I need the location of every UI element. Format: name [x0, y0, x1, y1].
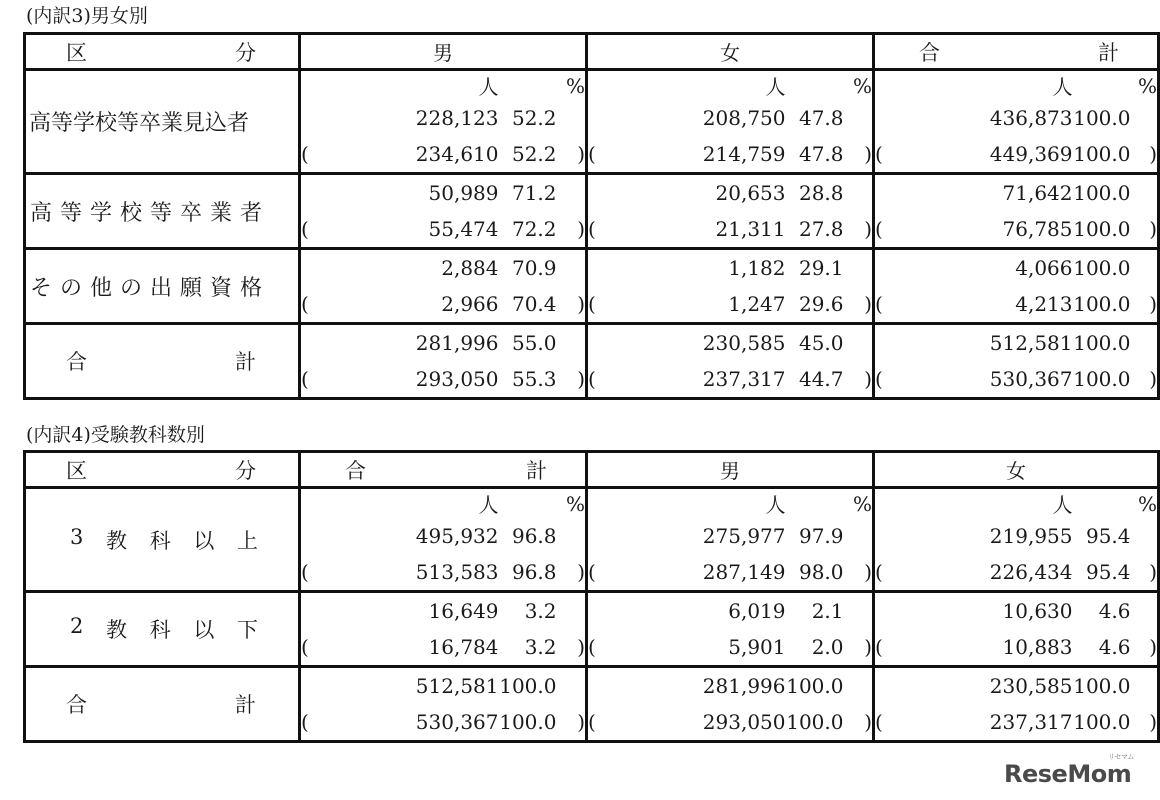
- table-by-subject-count: [23, 450, 1160, 743]
- header-group-label-char: 合: [919, 40, 940, 65]
- percent-cell: 28.8: [786, 174, 844, 212]
- table1-caption: (内訳3)男女別: [26, 5, 148, 27]
- data-row-current: [25, 667, 1159, 705]
- row-label-char: 科: [149, 618, 171, 642]
- paren-close: ): [557, 361, 587, 399]
- percent-cell: 97.9: [798, 524, 844, 548]
- prev-count-cell: 237,317: [989, 704, 1073, 742]
- header-row: [25, 452, 1159, 488]
- spacer-cell: [587, 592, 702, 630]
- paren-open: (: [587, 554, 702, 592]
- table-by-gender: [23, 32, 1160, 400]
- row-label-char: 以: [193, 618, 215, 642]
- count-cell: 71,642: [989, 174, 1073, 212]
- prev-count-cell: 293,050: [702, 704, 786, 742]
- unit-person: 人: [874, 488, 1073, 519]
- row-label: 高等学校等卒業者: [30, 200, 271, 226]
- prev-count-cell: 16,784: [428, 635, 499, 659]
- header-group-label: 男: [433, 41, 453, 65]
- paren-open: (: [300, 211, 415, 249]
- row-label: 高等学校等卒業見込者: [29, 111, 250, 136]
- spacer-cell: [874, 100, 989, 136]
- paren-close: ): [844, 136, 874, 174]
- paren-open: (: [300, 704, 415, 742]
- data-row-current: [25, 592, 1159, 630]
- row-label-char: 上: [237, 528, 258, 553]
- header-group-label: 女: [1006, 459, 1026, 483]
- row-label: [26, 614, 298, 644]
- prev-count-cell: 237,317: [702, 361, 786, 399]
- percent-cell: 100.0: [1073, 249, 1131, 287]
- count-cell: 281,996: [415, 324, 499, 362]
- row-label-cell: [25, 592, 300, 667]
- count-cell: 512,581: [989, 324, 1073, 362]
- prev-percent-cell: 100.0: [1073, 704, 1131, 742]
- prev-count-cell: 513,583: [415, 560, 499, 584]
- row-label-char: 計: [235, 693, 256, 717]
- row-label-cell: [25, 667, 300, 742]
- paren-close: ): [844, 554, 874, 592]
- spacer-cell: [874, 174, 989, 212]
- spacer-cell: [844, 518, 874, 554]
- paren-close: ): [844, 211, 874, 249]
- spacer-cell: [1131, 667, 1159, 705]
- paren-open: (: [300, 361, 415, 399]
- prev-percent-cell: 100.0: [499, 704, 557, 742]
- spacer-cell: [1131, 324, 1159, 362]
- unit-person: 人: [874, 70, 1073, 101]
- prev-percent-cell: 70.4: [511, 292, 557, 316]
- spacer-cell: [587, 100, 702, 136]
- header-category: [25, 34, 300, 70]
- header-category: [25, 452, 300, 488]
- percent-cell: 4.6: [1073, 592, 1131, 630]
- row-label: その他の出願資格: [30, 275, 271, 301]
- count-cell: 219,955: [989, 524, 1073, 548]
- row-label: [26, 689, 298, 719]
- header-category-label-char: 分: [235, 458, 256, 483]
- spacer-cell: [557, 249, 587, 287]
- spacer-cell: [300, 592, 415, 630]
- spacer-cell: [874, 249, 989, 287]
- header-category-label-char: 区: [66, 40, 87, 65]
- prev-percent-cell: 100.0: [1073, 361, 1131, 399]
- prev-percent-cell: 72.2: [511, 217, 557, 241]
- resemom-logo: [1004, 753, 1136, 794]
- row-label-cell: [25, 324, 300, 399]
- spacer-cell: [844, 592, 874, 630]
- row-label-char: 合: [66, 350, 87, 374]
- prev-percent-cell: 3.2: [524, 635, 557, 659]
- spacer-cell: [1131, 174, 1159, 212]
- percent-cell: 100.0: [786, 667, 844, 705]
- unit-person: 人: [300, 70, 499, 101]
- paren-close: ): [557, 554, 587, 592]
- percent-cell: 100.0: [1073, 174, 1131, 212]
- header-group-label: 女: [720, 41, 740, 65]
- prev-count-cell: 293,050: [415, 361, 499, 399]
- paren-open: (: [874, 554, 989, 592]
- spacer-cell: [587, 518, 702, 554]
- row-label-char: 2: [70, 614, 84, 638]
- prev-percent-cell: 100.0: [1073, 142, 1131, 166]
- spacer-cell: [300, 324, 415, 362]
- prev-percent-cell: 44.7: [786, 361, 844, 399]
- prev-count-cell: 287,149: [702, 560, 786, 584]
- header-category-label-char: 区: [66, 458, 87, 483]
- spacer-cell: [300, 100, 415, 136]
- count-cell: 281,996: [702, 667, 786, 705]
- spacer-cell: [844, 324, 874, 362]
- prev-percent-cell: 27.8: [798, 217, 844, 241]
- percent-cell: 71.2: [499, 174, 557, 212]
- header-category-label: [26, 37, 298, 67]
- percent-cell: 2.1: [786, 592, 844, 630]
- prev-percent-cell: 100.0: [1073, 292, 1131, 316]
- data-row-current: [25, 174, 1159, 212]
- row-label-char: 教: [106, 618, 128, 642]
- row-label: [26, 525, 298, 555]
- unit-person: 人: [587, 70, 786, 101]
- spacer-cell: [557, 518, 587, 554]
- paren-close: ): [1131, 704, 1159, 742]
- row-label-cell: [25, 488, 300, 592]
- logo-text: ReseMom: [1004, 760, 1132, 788]
- count-cell: 275,977: [702, 524, 786, 548]
- spacer-cell: [587, 667, 702, 705]
- count-cell: 10,630: [989, 592, 1073, 630]
- percent-cell: 70.9: [499, 249, 557, 287]
- percent-cell: 96.8: [511, 524, 557, 548]
- unit-row: [25, 488, 1159, 519]
- count-cell: 208,750: [702, 106, 786, 130]
- count-cell: 228,123: [415, 106, 499, 130]
- paren-open: (: [587, 704, 702, 742]
- spacer-cell: [557, 592, 587, 630]
- prev-count-cell: 21,311: [715, 217, 786, 241]
- paren-open: (: [874, 704, 989, 742]
- paren-close: ): [1131, 286, 1159, 324]
- spacer-cell: [300, 249, 415, 287]
- paren-close: ): [557, 704, 587, 742]
- spacer-cell: [1131, 592, 1159, 630]
- paren-open: (: [300, 554, 415, 592]
- header-group-label-char: 計: [526, 458, 547, 483]
- paren-open: (: [874, 136, 989, 174]
- header-group-label: 男: [720, 459, 740, 483]
- count-cell: 20,653: [702, 174, 786, 212]
- paren-open: (: [587, 361, 702, 399]
- header-group: [587, 452, 874, 488]
- header-group-label-char: 計: [1098, 40, 1119, 65]
- spacer-cell: [557, 174, 587, 212]
- row-label-cell: [25, 249, 300, 324]
- count-cell: 230,585: [989, 667, 1073, 705]
- percent-cell: 100.0: [1073, 667, 1131, 705]
- paren-close: ): [557, 211, 587, 249]
- prev-percent-cell: 55.3: [499, 361, 557, 399]
- header-group: [300, 452, 587, 488]
- header-group: [300, 34, 587, 70]
- spacer-cell: [300, 518, 415, 554]
- spacer-cell: [874, 667, 989, 705]
- count-cell: 2,884: [415, 249, 499, 287]
- row-label-cell: [25, 174, 300, 249]
- percent-cell: 29.1: [786, 249, 844, 287]
- unit-row: [25, 70, 1159, 101]
- data-row-current: [25, 324, 1159, 362]
- row-label: [26, 346, 298, 376]
- prev-count-cell: 55,474: [428, 217, 499, 241]
- header-row: [25, 34, 1159, 70]
- spacer-cell: [557, 100, 587, 136]
- spacer-cell: [587, 174, 702, 212]
- prev-count-cell: 234,610: [415, 142, 499, 166]
- spacer-cell: [844, 100, 874, 136]
- paren-close: ): [557, 286, 587, 324]
- paren-open: (: [874, 211, 989, 249]
- prev-count-cell: 1,247: [728, 292, 786, 316]
- row-label-char: 計: [235, 350, 256, 374]
- header-group-label: [301, 455, 585, 485]
- paren-close: ): [844, 704, 874, 742]
- spacer-cell: [844, 249, 874, 287]
- spacer-cell: [300, 667, 415, 705]
- prev-percent-cell: 47.8: [798, 142, 844, 166]
- prev-count-cell: 2,966: [441, 292, 499, 316]
- prev-count-cell: 530,367: [415, 704, 499, 742]
- paren-open: (: [587, 286, 702, 324]
- spacer-cell: [844, 174, 874, 212]
- paren-open: (: [300, 286, 415, 324]
- paren-open: (: [874, 286, 989, 324]
- spacer-cell: [587, 249, 702, 287]
- paren-open: (: [300, 629, 415, 667]
- row-label-char: 3: [70, 524, 84, 549]
- table2-caption: (内訳4)受験教科数別: [26, 424, 205, 446]
- paren-open: (: [587, 629, 702, 667]
- count-cell: 495,932: [415, 524, 499, 548]
- percent-cell: 95.4: [1085, 524, 1131, 548]
- spacer-cell: [557, 667, 587, 705]
- percent-cell: 3.2: [499, 592, 557, 630]
- count-cell: 6,019: [702, 592, 786, 630]
- paren-close: ): [557, 136, 587, 174]
- paren-close: ): [1131, 136, 1159, 174]
- spacer-cell: [587, 324, 702, 362]
- prev-percent-cell: 100.0: [1073, 217, 1131, 241]
- header-group-label-char: 合: [345, 458, 366, 483]
- header-group: [874, 452, 1159, 488]
- unit-person: 人: [300, 488, 499, 519]
- logo-tag: リセマム: [1108, 753, 1134, 761]
- percent-cell: 100.0: [499, 667, 557, 705]
- prev-percent-cell: 29.6: [798, 292, 844, 316]
- unit-percent: %: [499, 488, 587, 519]
- header-group: [587, 34, 874, 70]
- prev-count-cell: 5,901: [728, 635, 786, 659]
- prev-count-cell: 4,213: [1015, 292, 1073, 316]
- spacer-cell: [300, 174, 415, 212]
- count-cell: 1,182: [702, 249, 786, 287]
- prev-percent-cell: 52.2: [511, 142, 557, 166]
- spacer-cell: [874, 518, 989, 554]
- prev-count-cell: 76,785: [1002, 217, 1073, 241]
- paren-close: ): [1131, 361, 1159, 399]
- header-group: [874, 34, 1159, 70]
- spacer-cell: [557, 324, 587, 362]
- count-cell: 4,066: [989, 249, 1073, 287]
- paren-open: (: [300, 136, 415, 174]
- prev-count-cell: 214,759: [702, 142, 786, 166]
- percent-cell: 100.0: [1073, 324, 1131, 362]
- header-group-label: [875, 37, 1157, 67]
- prev-count-cell: 10,883: [1002, 635, 1073, 659]
- paren-open: (: [587, 211, 702, 249]
- row-label-char: 科: [149, 528, 171, 553]
- count-cell: 230,585: [702, 324, 786, 362]
- spacer-cell: [844, 667, 874, 705]
- unit-percent: %: [1073, 488, 1159, 519]
- unit-percent: %: [786, 488, 874, 519]
- unit-percent: %: [786, 70, 874, 101]
- prev-percent-cell: 4.6: [1098, 635, 1131, 659]
- spacer-cell: [1131, 518, 1159, 554]
- spacer-cell: [874, 592, 989, 630]
- header-category-label: [26, 455, 298, 485]
- row-label-char: 教: [106, 528, 128, 553]
- prev-percent-cell: 2.0: [811, 635, 844, 659]
- paren-close: ): [844, 629, 874, 667]
- row-label-char: 下: [237, 618, 258, 642]
- row-label-char: 以: [193, 528, 215, 553]
- count-cell: 16,649: [415, 592, 499, 630]
- prev-percent-cell: 98.0: [798, 560, 844, 584]
- paren-close: ): [844, 286, 874, 324]
- paren-close: ): [1131, 211, 1159, 249]
- prev-percent-cell: 100.0: [786, 704, 844, 742]
- unit-person: 人: [587, 488, 786, 519]
- row-label-char: 合: [66, 693, 87, 717]
- percent-cell: 55.0: [499, 324, 557, 362]
- paren-open: (: [874, 629, 989, 667]
- paren-close: ): [1131, 629, 1159, 667]
- spacer-cell: [1131, 249, 1159, 287]
- paren-open: (: [587, 136, 702, 174]
- data-row-current: [25, 249, 1159, 287]
- unit-percent: %: [1073, 70, 1159, 101]
- prev-count-cell: 449,369: [989, 142, 1073, 166]
- prev-percent-cell: 95.4: [1085, 560, 1131, 584]
- paren-close: ): [844, 361, 874, 399]
- percent-cell: 52.2: [511, 106, 557, 130]
- paren-open: (: [874, 361, 989, 399]
- spacer-cell: [1131, 100, 1159, 136]
- percent-cell: 45.0: [786, 324, 844, 362]
- unit-percent: %: [499, 70, 587, 101]
- header-category-label-char: 分: [235, 40, 256, 65]
- row-label-cell: [25, 70, 300, 174]
- spacer-cell: [874, 324, 989, 362]
- paren-close: ): [1131, 554, 1159, 592]
- count-cell: 512,581: [415, 667, 499, 705]
- prev-count-cell: 530,367: [989, 361, 1073, 399]
- percent-cell: 47.8: [798, 106, 844, 130]
- paren-close: ): [557, 629, 587, 667]
- count-cell: 436,873: [989, 106, 1073, 130]
- prev-count-cell: 226,434: [989, 560, 1073, 584]
- prev-percent-cell: 96.8: [511, 560, 557, 584]
- count-cell: 50,989: [415, 174, 499, 212]
- percent-cell: 100.0: [1073, 106, 1131, 130]
